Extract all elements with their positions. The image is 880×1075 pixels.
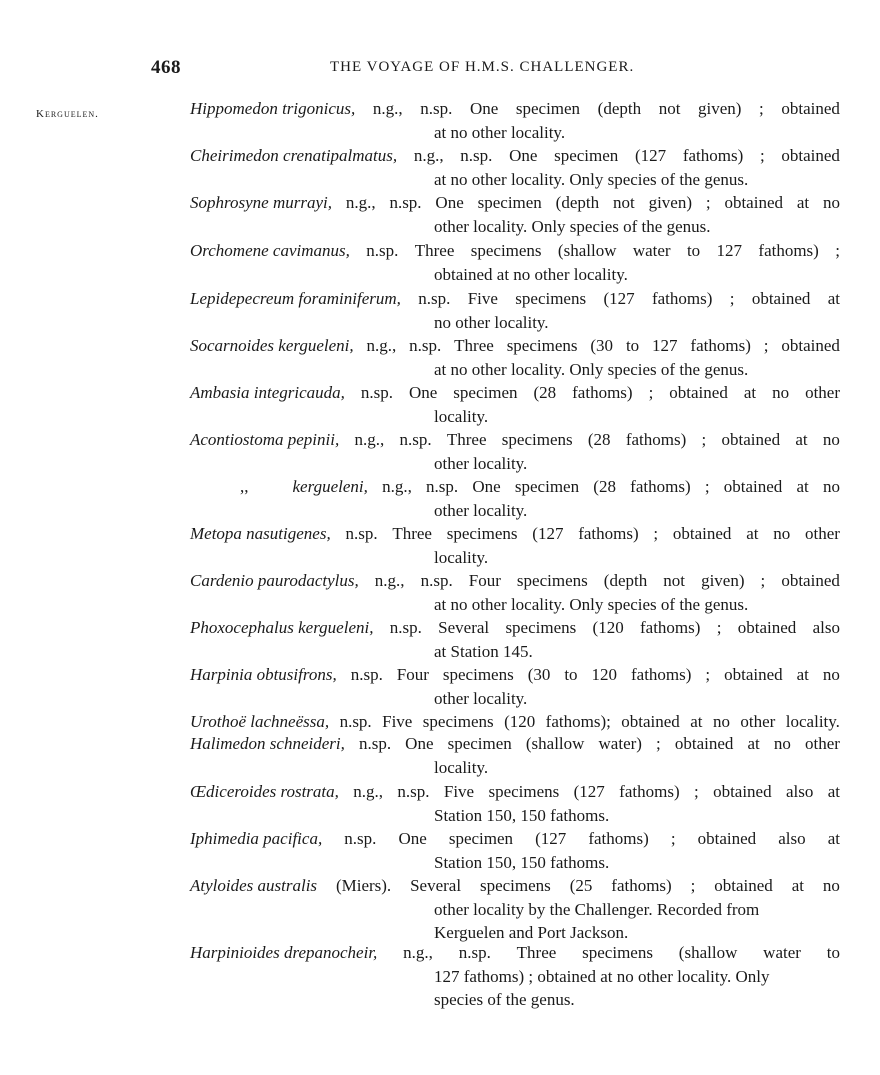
entry-lead — [190, 827, 322, 851]
entry-word: specimens — [446, 524, 518, 543]
entry-word: ; — [705, 665, 711, 684]
species-entry — [190, 522, 840, 569]
taxon-name: Atyloides australis — [190, 876, 318, 895]
entry-word: n.sp. — [426, 477, 459, 496]
entry-lead — [190, 732, 345, 756]
entry-word: One — [405, 734, 434, 753]
entry-word: ; — [835, 241, 840, 260]
entry-word: no — [822, 876, 840, 895]
entry-continuation: at no other locality. Only species of the genus. — [434, 359, 749, 379]
taxon-name: Metopa nasutigenes, — [190, 524, 331, 543]
entry-word: at — [747, 734, 760, 753]
entry-first-line — [190, 97, 840, 121]
entry-word: n.sp. — [360, 383, 393, 402]
entry-first-line — [190, 144, 840, 168]
entry-word: ; — [729, 289, 735, 308]
entry-word: n.sp. — [366, 241, 399, 260]
species-entry — [190, 191, 840, 238]
taxon-name: Iphimedia pacifica, — [190, 829, 323, 848]
entry-lead — [190, 97, 355, 121]
entry-word: obtained — [669, 383, 728, 402]
entry-continuation: at no other locality. — [434, 122, 566, 142]
entry-word: no — [823, 193, 840, 212]
species-entry — [190, 780, 840, 827]
taxon-name: Acontiostoma pepinii, — [190, 430, 340, 449]
entry-continuation: other locality. — [434, 688, 528, 708]
entry-word: at — [743, 383, 757, 402]
entry-word: obtained — [714, 876, 773, 895]
species-entry — [190, 663, 840, 710]
entry-word: n.sp. — [358, 734, 392, 753]
taxon-name: Cheirimedon crenatipalmatus, — [190, 146, 398, 165]
entry-lead — [190, 780, 339, 804]
entry-word: ; — [763, 336, 769, 355]
entry-lead — [190, 381, 345, 405]
entry-word: obtained — [781, 571, 840, 590]
entry-word: no — [712, 712, 730, 731]
entry-lead — [190, 428, 339, 452]
entry-word: n.g., — [345, 193, 376, 212]
entry-first-line — [190, 428, 840, 452]
entry-first-line — [190, 941, 840, 965]
entry-word: n.sp. — [389, 618, 422, 637]
entry-word: other — [805, 383, 840, 402]
entry-first-line — [190, 732, 840, 756]
entry-word: One — [469, 99, 499, 118]
entry-word: to — [826, 943, 840, 962]
species-entry — [190, 616, 840, 663]
entry-word: 120 — [591, 665, 618, 684]
entry-word: n.g., — [353, 782, 384, 801]
entry-word: n.g., — [354, 430, 385, 449]
entry-lead — [190, 710, 329, 734]
entry-word: no — [773, 734, 791, 753]
entry-word: water) — [598, 734, 642, 753]
taxon-name: Sophrosyne murrayi, — [190, 193, 332, 212]
entry-continuation: 127 fathoms) ; obtained at no other locality. Only — [434, 966, 770, 986]
entry-continuation: Station 150, 150 fathoms. — [434, 852, 610, 872]
entry-lead — [190, 874, 317, 898]
entry-word: obtained — [723, 477, 783, 496]
taxon-name: Socarnoides kergueleni, — [190, 336, 354, 355]
entry-word: fathoms); — [545, 712, 611, 731]
entry-word: water — [632, 241, 671, 260]
entry-word: One — [398, 829, 427, 848]
entry-word: n.sp. — [350, 665, 383, 684]
entry-word: ; — [670, 829, 676, 848]
entry-word: n.sp. — [409, 336, 442, 355]
entry-word: also — [778, 829, 806, 848]
entry-word: n.sp. — [418, 289, 451, 308]
entry-word: obtained — [721, 430, 781, 449]
entry-word: Three — [516, 943, 557, 962]
entry-word: fathoms) — [758, 241, 819, 260]
entry-word: at — [795, 430, 808, 449]
entry-first-line — [190, 381, 840, 405]
entry-first-line — [190, 827, 840, 851]
entry-word: to — [564, 665, 578, 684]
entry-word: specimens — [505, 618, 577, 637]
taxon-name: Ambasia integricauda, — [190, 383, 345, 402]
entry-word: n.g., — [382, 477, 412, 496]
entry-word: ; — [648, 383, 654, 402]
taxon-name: Urothoë lachneëssa, — [190, 712, 330, 731]
entry-first-line — [190, 780, 840, 804]
entry-continuation: at no other locality. Only species of the genus. — [434, 169, 749, 189]
entry-word: fathoms) — [651, 289, 713, 308]
entry-word: (30 — [590, 336, 614, 355]
entry-word: One — [472, 477, 501, 496]
species-entry — [190, 239, 840, 286]
species-entry — [190, 144, 840, 191]
taxon-name: Harpinia obtusifrons, — [190, 665, 337, 684]
entry-word: ; — [705, 193, 711, 212]
entry-word: given) — [698, 99, 742, 118]
entry-word: not — [612, 193, 635, 212]
entry-word: (120 — [592, 618, 624, 637]
entry-continuation: locality. — [434, 757, 489, 777]
entry-word: specimens — [442, 665, 514, 684]
entry-lead — [240, 475, 368, 499]
entry-first-line — [190, 191, 840, 215]
entry-word: at — [827, 782, 840, 801]
entry-word: (depth — [603, 571, 648, 590]
entry-word: at — [827, 829, 840, 848]
entry-continuation: no other locality. — [434, 312, 549, 332]
entry-word: n.sp. — [460, 146, 493, 165]
entry-word: fathoms) — [572, 383, 633, 402]
entry-word: fathoms) — [619, 782, 680, 801]
entry-word: at — [690, 712, 703, 731]
ditto-mark: ,, — [240, 477, 249, 496]
entry-word: water — [763, 943, 801, 962]
running-title: THE VOYAGE OF H.M.S. CHALLENGER. — [330, 59, 635, 75]
entry-word: (shallow — [525, 734, 585, 753]
entry-word: no — [772, 383, 790, 402]
entry-word: (Miers). — [335, 876, 392, 895]
entry-word: n.sp. — [389, 193, 422, 212]
entry-word: (127 — [535, 829, 567, 848]
entry-word: Four — [468, 571, 501, 590]
entry-word: fathoms) — [578, 524, 639, 543]
entry-word: n.sp. — [345, 524, 378, 543]
species-entry — [190, 732, 840, 779]
page-number: 468 — [151, 57, 181, 78]
entry-word: specimen — [554, 146, 619, 165]
entry-word: Three — [392, 524, 432, 543]
entry-word: fathoms) — [611, 876, 672, 895]
entry-word: n.sp. — [420, 99, 453, 118]
entry-first-line — [190, 874, 840, 898]
taxon-name: Hippomedon trigonicus, — [190, 99, 356, 118]
entry-word: obtained — [713, 782, 772, 801]
entry-word: given) — [648, 193, 692, 212]
entry-word: no — [822, 430, 840, 449]
entry-word: specimen — [515, 99, 581, 118]
entry-word: other — [804, 524, 840, 543]
entry-word: fathoms) — [588, 829, 649, 848]
entry-word: specimens — [479, 876, 551, 895]
entry-continuation: other locality. — [434, 500, 528, 520]
entry-word: not — [658, 99, 681, 118]
entry-word: 127 — [716, 241, 743, 260]
entry-word: at — [827, 289, 840, 308]
entry-word: One — [509, 146, 538, 165]
entry-word: specimens — [506, 336, 578, 355]
entry-word: specimens — [470, 241, 542, 260]
species-entry — [190, 287, 840, 334]
entry-word: obtained — [781, 336, 840, 355]
entry-word: ; — [656, 734, 661, 753]
entry-continuation: other locality. Only species of the genus. — [434, 216, 711, 236]
entry-continuation: Station 150, 150 fathoms. — [434, 805, 610, 825]
entry-word: Three — [454, 336, 494, 355]
entry-word: given) — [701, 571, 745, 590]
entry-word: obtained — [674, 734, 734, 753]
entry-word: Five — [443, 782, 475, 801]
entry-word: obtained — [724, 665, 783, 684]
entry-word: Three — [446, 430, 487, 449]
entry-word: n.sp. — [339, 712, 372, 731]
entry-word: Four — [396, 665, 429, 684]
entry-lead — [190, 616, 373, 640]
entry-word: at — [796, 193, 810, 212]
entry-continuation: obtained at no other locality. — [434, 264, 628, 284]
entry-word: no — [822, 665, 840, 684]
entry-continuation: at Station 145. — [434, 641, 533, 661]
entry-word: (28 — [533, 383, 557, 402]
entry-word: Three — [414, 241, 455, 260]
entry-first-line — [190, 710, 840, 734]
entry-word: Five — [382, 712, 413, 731]
entry-word: specimen — [477, 193, 542, 212]
entry-word: specimens — [515, 289, 587, 308]
entry-word: Several — [438, 618, 490, 637]
entry-word: (depth — [555, 193, 600, 212]
entry-word: (127 — [634, 146, 667, 165]
entry-continuation: locality. — [434, 547, 489, 567]
species-entry — [190, 381, 840, 428]
entry-word: other — [804, 734, 840, 753]
entry-continuation: Kerguelen and Port Jackson. — [434, 923, 629, 942]
entry-word: n.g., — [366, 336, 397, 355]
species-entry — [190, 428, 840, 475]
entry-first-line — [190, 569, 840, 593]
species-entry — [190, 827, 840, 874]
entry-word: at — [796, 665, 809, 684]
entry-word: fathoms) — [682, 146, 744, 165]
entry-word: n.g., — [403, 943, 433, 962]
species-entry — [190, 874, 840, 945]
entry-word: obtained — [697, 829, 757, 848]
taxon-name: Lepidepecreum foraminiferum, — [190, 289, 401, 308]
entry-word: locality. — [785, 712, 840, 731]
entry-first-line — [190, 616, 840, 640]
entry-word: n.g., — [374, 571, 405, 590]
taxon-name: Orchomene cavimanus, — [190, 241, 350, 260]
entry-word: to — [625, 336, 640, 355]
entry-word: no — [822, 477, 840, 496]
species-entry — [240, 475, 840, 522]
entry-word: n.sp. — [420, 571, 453, 590]
entry-lead — [190, 522, 331, 546]
entry-word: ; — [759, 146, 765, 165]
entry-word: n.g., — [372, 99, 403, 118]
species-entry — [190, 710, 840, 734]
entry-word: also — [785, 782, 814, 801]
entry-word: ; — [760, 571, 766, 590]
entry-word: (127 — [573, 782, 605, 801]
entry-word: (depth — [597, 99, 642, 118]
entry-word: obtained — [737, 618, 797, 637]
entry-word: One — [408, 383, 438, 402]
entry-word: (30 — [527, 665, 551, 684]
entry-word: fathoms) — [630, 477, 691, 496]
entry-word: to — [686, 241, 701, 260]
taxon-name: Cardenio paurodactylus, — [190, 571, 359, 590]
entry-word: specimens — [501, 430, 573, 449]
entry-word: 127 — [652, 336, 678, 355]
entry-first-line — [190, 239, 840, 263]
entry-word: at — [796, 477, 809, 496]
entry-word: (shallow — [557, 241, 617, 260]
entry-lead — [190, 191, 332, 215]
entry-continuation: at no other locality. Only species of the genus. — [434, 594, 749, 614]
entry-word: n.g., — [413, 146, 444, 165]
entry-word: not — [663, 571, 686, 590]
entry-word: Five — [467, 289, 498, 308]
entry-lead — [190, 144, 397, 168]
entry-word: obtained — [724, 193, 783, 212]
entry-word: also — [812, 618, 840, 637]
entry-word: specimen — [514, 477, 580, 496]
entry-word: (25 — [569, 876, 593, 895]
entry-word: n.sp. — [344, 829, 377, 848]
entry-word: n.sp. — [399, 430, 432, 449]
species-entry — [190, 941, 840, 1012]
entry-word: obtained — [781, 99, 840, 118]
entry-word: specimens — [488, 782, 560, 801]
entry-continuation: species of the genus. — [434, 990, 575, 1009]
entry-word: ; — [704, 477, 710, 496]
entry-first-line — [190, 334, 840, 358]
entry-lead — [190, 569, 359, 593]
entry-word: fathoms) — [625, 430, 687, 449]
taxon-name: Phoxocephalus kergueleni, — [190, 618, 374, 637]
entry-word: obtained — [672, 524, 732, 543]
species-entry — [190, 97, 840, 144]
entry-word: (28 — [587, 430, 611, 449]
entry-continuation: other locality. — [434, 453, 528, 473]
entry-word: Several — [410, 876, 462, 895]
entry-first-line — [240, 475, 840, 499]
entry-word: ; — [716, 618, 722, 637]
entry-word: specimen — [448, 829, 514, 848]
entry-lead — [190, 287, 401, 311]
entry-word: specimens — [422, 712, 494, 731]
species-entry — [190, 569, 840, 616]
entry-word: (127 — [603, 289, 635, 308]
entry-first-line — [190, 663, 840, 687]
entry-word: ; — [693, 782, 699, 801]
entry-word: n.sp. — [458, 943, 491, 962]
entry-word: specimen — [453, 383, 518, 402]
entry-word: ; — [690, 876, 696, 895]
taxon-name: Œdiceroides rostrata, — [190, 782, 339, 801]
entry-word: (shallow — [678, 943, 738, 962]
entry-word: fathoms) — [690, 336, 751, 355]
taxon-name: Halimedon schneideri, — [190, 734, 345, 753]
entry-word: no — [773, 524, 791, 543]
entry-first-line — [190, 287, 840, 311]
entry-lead — [190, 239, 350, 263]
entry-word: (127 — [532, 524, 564, 543]
entry-word: ; — [759, 99, 764, 118]
entry-word: fathoms) — [631, 665, 692, 684]
entry-word: other — [740, 712, 776, 731]
entry-word: specimens — [582, 943, 653, 962]
entry-word: n.sp. — [397, 782, 430, 801]
taxon-name: kergueleni, — [292, 477, 368, 496]
entry-word: (120 — [504, 712, 536, 731]
species-entry — [190, 334, 840, 381]
entry-word: obtained — [781, 146, 840, 165]
side-label: Kerguelen. — [36, 108, 99, 120]
entry-lead — [190, 334, 354, 358]
entry-word: at — [791, 876, 804, 895]
entry-word: ; — [653, 524, 659, 543]
entry-word: specimens — [516, 571, 588, 590]
entry-word: obtained — [751, 289, 811, 308]
entry-word: (28 — [593, 477, 616, 496]
entry-word: obtained — [621, 712, 680, 731]
taxon-name: Harpinioides drepanocheir, — [190, 943, 378, 962]
entry-word: at — [746, 524, 759, 543]
entry-lead — [190, 941, 377, 965]
entry-word: ; — [701, 430, 707, 449]
entry-word: One — [435, 193, 464, 212]
entry-continuation: other locality by the Challenger. Recorded from — [434, 899, 760, 919]
entry-continuation: locality. — [434, 406, 489, 426]
entry-word: specimen — [447, 734, 512, 753]
entry-word: fathoms) — [640, 618, 701, 637]
entry-first-line — [190, 522, 840, 546]
entry-lead — [190, 663, 337, 687]
